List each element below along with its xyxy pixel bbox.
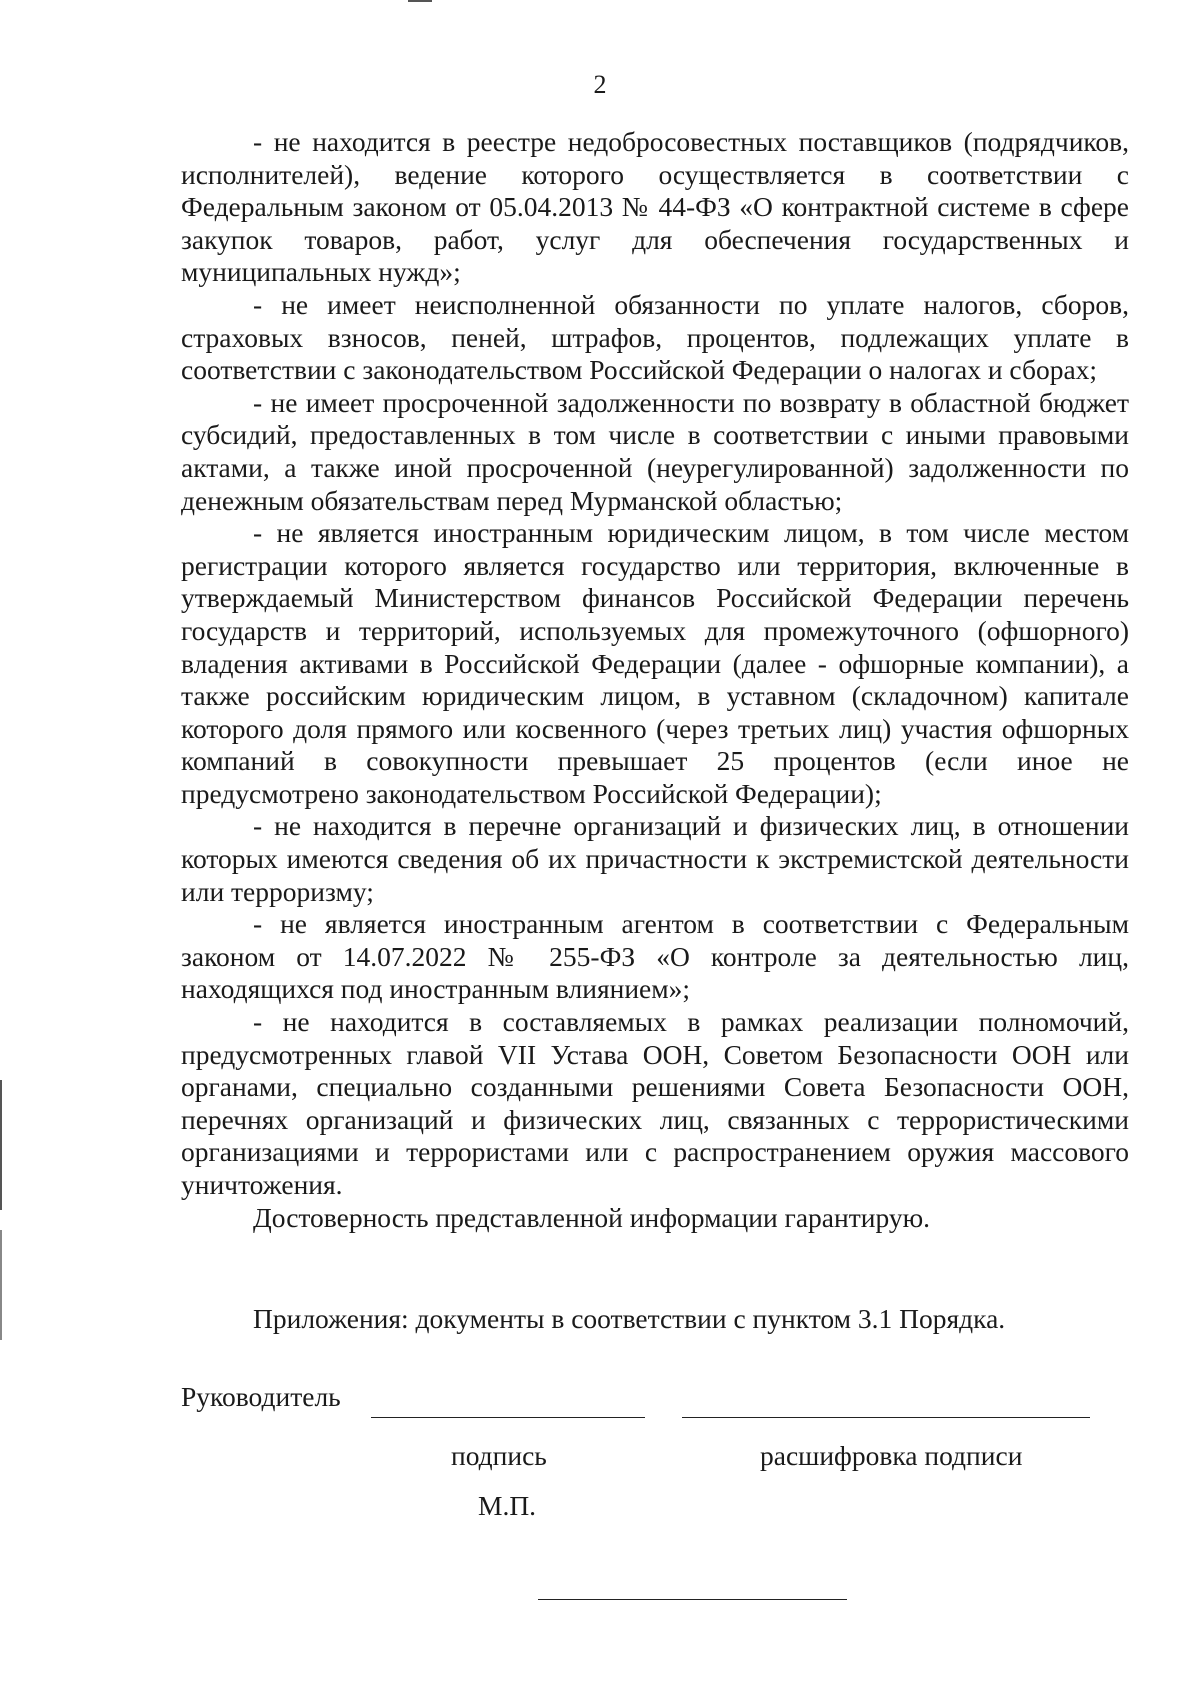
- name-line: [682, 1417, 1090, 1418]
- paragraph-offshore: - не является иностранным юридическим лицом, в том числе местом регистрации которого является государство или территория, включенные в утверждаемый Министерством финансов Российской Федерации перечень государств и территорий, используемых для промежуточного (офшорного) владения активами в Российской Федерации (далее - офшорные компании), а также российским юридическим лицом, в уставном (складочном) капитале которого доля прямого или косвенного (через третьих лиц) участия офшорных компаний в совокупности превышает 25 процентов (если иное не предусмотрено законодательством Российской Федерации);: [181, 517, 1129, 809]
- attestation: Достоверность представленной информации гарантирую.: [253, 1201, 930, 1233]
- scan-artifact: [408, 0, 432, 2]
- name-caption: расшифровка подписи: [760, 1440, 1023, 1471]
- paragraph-extremism: - не находится в перечне организаций и физических лиц, в отношении которых имеются сведения об их причастности к экстремистской деятельности или терроризму;: [181, 810, 1129, 907]
- attachments-note: Приложения: документы в соответствии с пунктом 3.1 Порядка.: [253, 1303, 1006, 1334]
- page-number: 2: [593, 70, 607, 99]
- scan-artifact: [0, 1230, 2, 1340]
- stamp-place: М.П.: [478, 1490, 537, 1521]
- document-body: [181, 126, 1129, 1234]
- signer-label: Руководитель: [181, 1381, 341, 1412]
- signature-caption: подпись: [451, 1440, 547, 1471]
- paragraph-taxes: - не имеет неисполненной обязанности по уплате налогов, сборов, страховых взносов, пеней, штрафов, процентов, подлежащих уплате в соответствии с законодательством Российской Федерации о налогах и сборах;: [181, 288, 1129, 386]
- paragraph-debt: - не имеет просроченной задолженности по возврату в областной бюджет субсидий, предоставленных в том числе в соответствии с иными правовыми актами, а также иной просроченной (неурегулированной) задолженности по денежным обязательствам перед Мурманской областью;: [181, 386, 1129, 516]
- signature-line: [371, 1417, 645, 1418]
- scan-artifact: [0, 1080, 2, 1210]
- paragraph-registry: - не находится в реестре недобросовестных поставщиков (подрядчиков, исполнителей), ведение которого осуществляется в соответствии с Федеральным законом от 05.04.2013 № 44-ФЗ «О контрактной системе в сфере закупок товаров, работ, услуг для обеспечения государственных и муниципальных нужд»;: [181, 126, 1129, 288]
- paragraph-un-lists: - не находится в составляемых в рамках реализации полномочий, предусмотренных главой VII Устава ООН, Советом Безопасности ООН или органами, специально созданными решениями Совета Безопасности ООН, перечнях организаций и физических лиц, связанных с террористическими организациями и террористами или с распространением оружия массового уничтожения.: [181, 1006, 1129, 1200]
- paragraph-foreign-agent: - не является иностранным агентом в соответствии с Федеральным законом от 14.07.2022 № 255-ФЗ «О контроле за деятельностью лиц, находящихся под иностранным влиянием»;: [181, 908, 1129, 1005]
- end-divider: [538, 1599, 847, 1600]
